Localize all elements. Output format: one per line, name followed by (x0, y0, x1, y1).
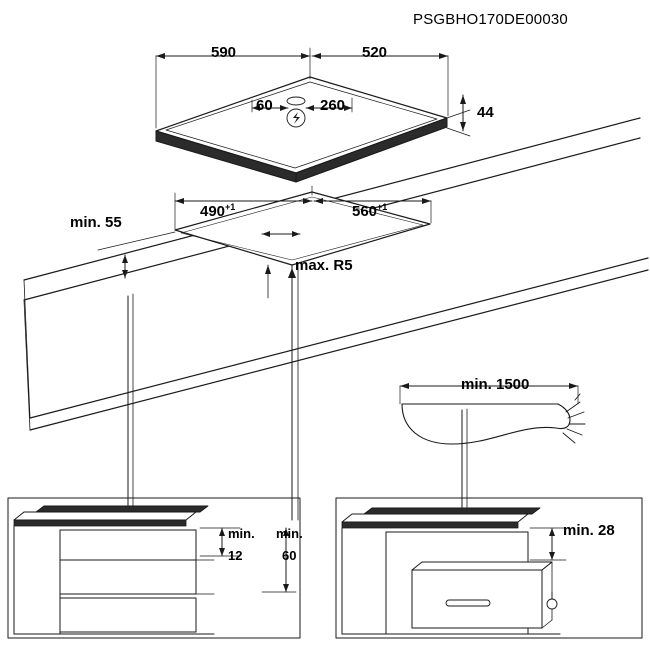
dimension-560-tolerance: +1 (377, 202, 388, 212)
dimension-44: 44 (477, 104, 494, 121)
dimension-min-28: min. 28 (563, 522, 615, 539)
dimension-max-r5: max. R5 (295, 257, 353, 274)
dimension-490-plus1 (200, 203, 235, 219)
dimension-60: 60 (256, 97, 273, 114)
dimension-min-55: min. 55 (70, 214, 122, 231)
dimension-260: 260 (320, 97, 346, 114)
dimension-490-value: 490 (200, 203, 226, 220)
dimension-min-60-value: 60 (282, 548, 297, 563)
dimension-590: 590 (211, 44, 237, 61)
dimension-min-1500: min. 1500 (461, 376, 530, 393)
dimension-560-value: 560 (352, 203, 378, 220)
dimension-min-12-value: 12 (228, 548, 243, 563)
drawing-code-label: PSGBHO170DE00030 (413, 11, 568, 28)
dimension-490-tolerance: +1 (225, 202, 236, 212)
dimension-min-12-word: min. (228, 526, 255, 541)
dimension-520: 520 (362, 44, 388, 61)
dimension-min-60-word: min. (276, 526, 303, 541)
dimension-560-plus1 (352, 203, 387, 219)
